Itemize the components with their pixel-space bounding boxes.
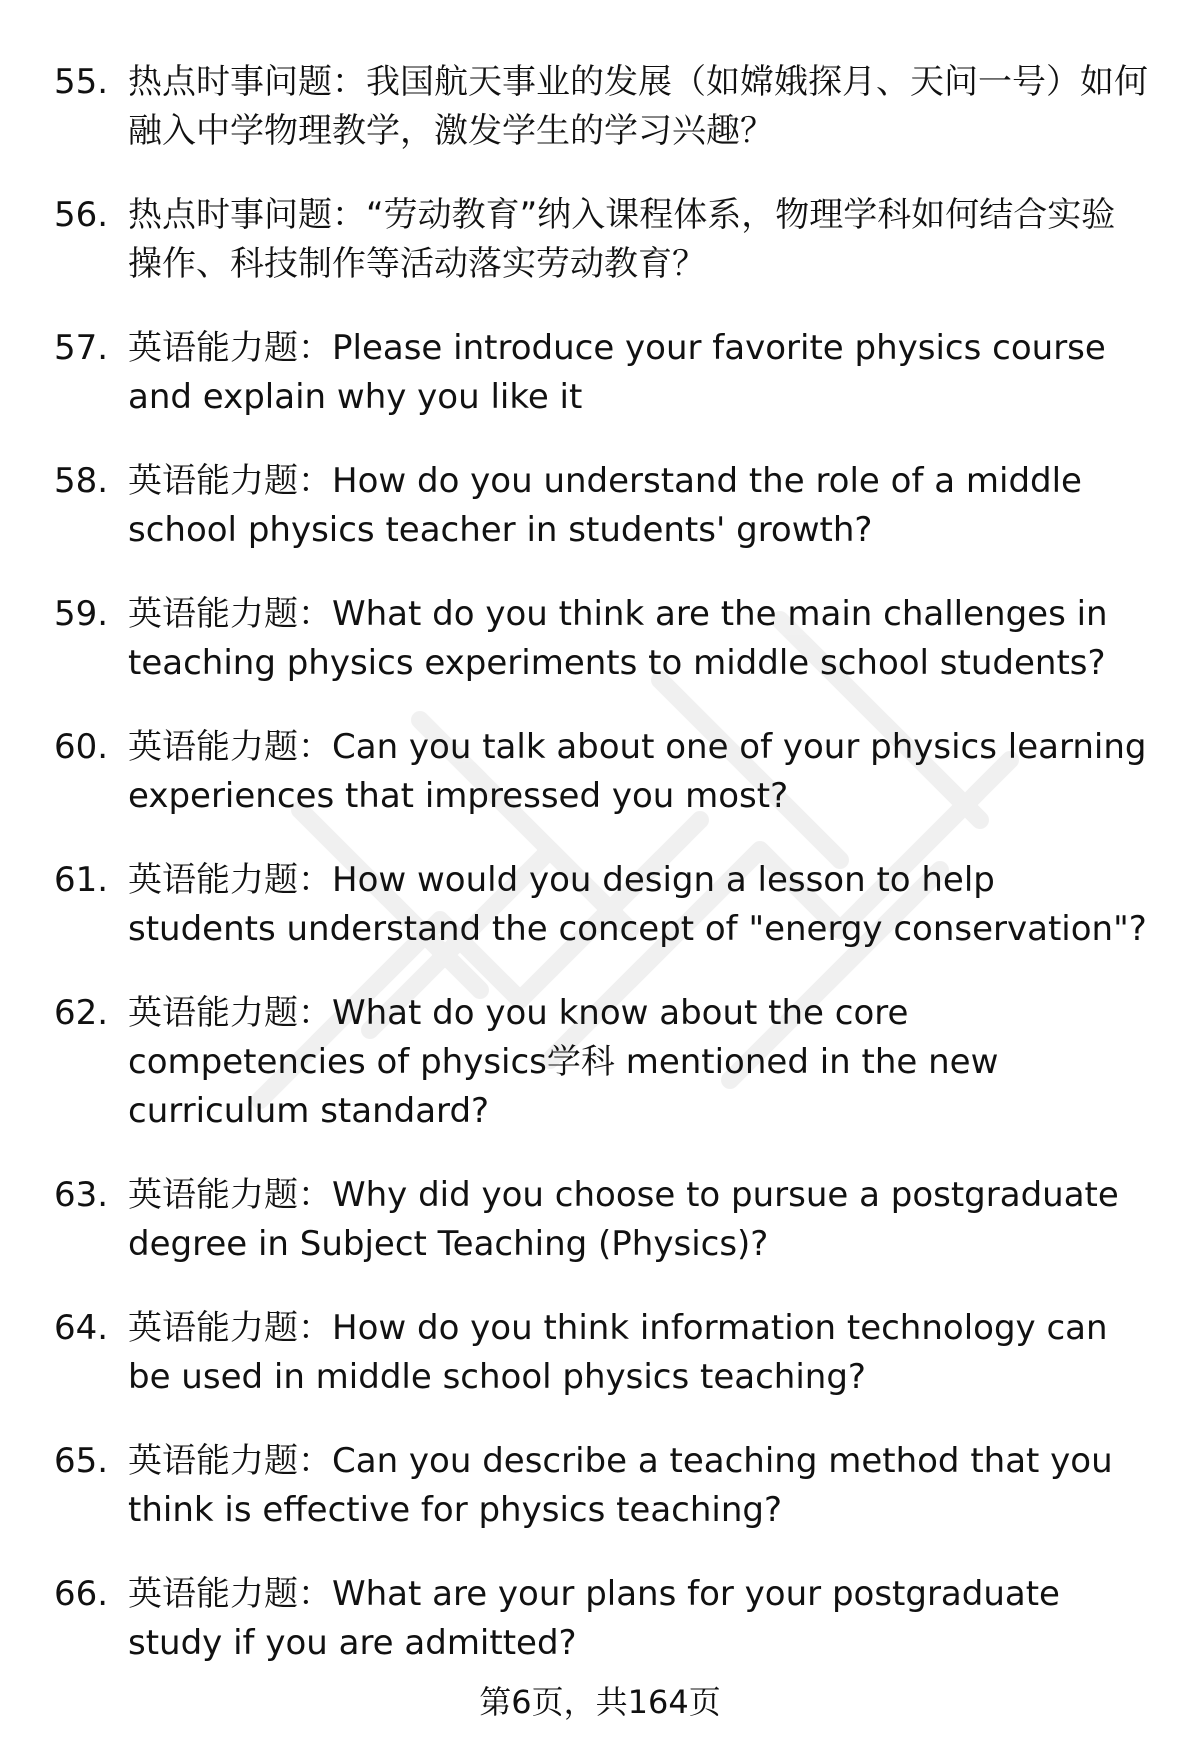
question-list — [0, 58, 1200, 1703]
question-item — [0, 324, 1200, 422]
question-number: 57. — [54, 328, 109, 368]
question-number: 65. — [54, 1441, 109, 1481]
question-item — [0, 590, 1200, 688]
question-text: 英语能力题：Why did you choose to pursue a postgraduate degree in Subject Teaching (Physics)? — [128, 1175, 1119, 1264]
question-text: 热点时事问题：我国航天事业的发展（如嫦娥探月、天问一号）如何融入中学物理教学，激发学生的学习兴趣？ — [128, 62, 1148, 151]
question-text: 英语能力题：How do you think information technology can be used in middle school physics teaching? — [128, 1308, 1108, 1397]
question-text: 英语能力题：How do you understand the role of a middle school physics teacher in students' growth? — [128, 461, 1082, 550]
question-number: 59. — [54, 594, 109, 634]
question-item — [0, 191, 1200, 289]
question-number: 60. — [54, 727, 109, 767]
question-item — [0, 457, 1200, 555]
question-item — [0, 723, 1200, 821]
question-number: 58. — [54, 461, 109, 501]
page-footer: 第6页，共164页 — [479, 1683, 721, 1721]
question-item — [0, 989, 1200, 1136]
question-item — [0, 1437, 1200, 1535]
question-text: 英语能力题：Can you describe a teaching method that you think is effective for physics teaching? — [128, 1441, 1113, 1530]
question-number: 61. — [54, 860, 109, 900]
question-number: 66. — [54, 1574, 109, 1614]
question-text: 英语能力题：Please introduce your favorite physics course and explain why you like it — [128, 328, 1106, 417]
question-item — [0, 58, 1200, 156]
question-text: 英语能力题：What are your plans for your postgraduate study if you are admitted? — [128, 1574, 1060, 1663]
question-number: 64. — [54, 1308, 109, 1348]
question-text: 英语能力题：How would you design a lesson to help students understand the concept of "energy conservation"? — [128, 860, 1147, 949]
question-text: 英语能力题：What do you think are the main challenges in teaching physics experiments to middle school students? — [128, 594, 1108, 683]
question-text: 热点时事问题：“劳动教育”纳入课程体系，物理学科如何结合实验操作、科技制作等活动落实劳动教育？ — [128, 195, 1116, 284]
question-number: 63. — [54, 1175, 109, 1215]
question-number: 56. — [54, 195, 109, 235]
question-item — [0, 1171, 1200, 1269]
question-number: 55. — [54, 62, 109, 102]
question-number: 62. — [54, 993, 109, 1033]
question-item — [0, 1304, 1200, 1402]
question-item — [0, 1570, 1200, 1668]
question-text: 英语能力题：What do you know about the core competencies of physics学科 mentioned in the new curriculum standard? — [128, 993, 999, 1131]
question-item — [0, 856, 1200, 954]
question-text: 英语能力题：Can you talk about one of your physics learning experiences that impressed you most? — [128, 727, 1147, 816]
